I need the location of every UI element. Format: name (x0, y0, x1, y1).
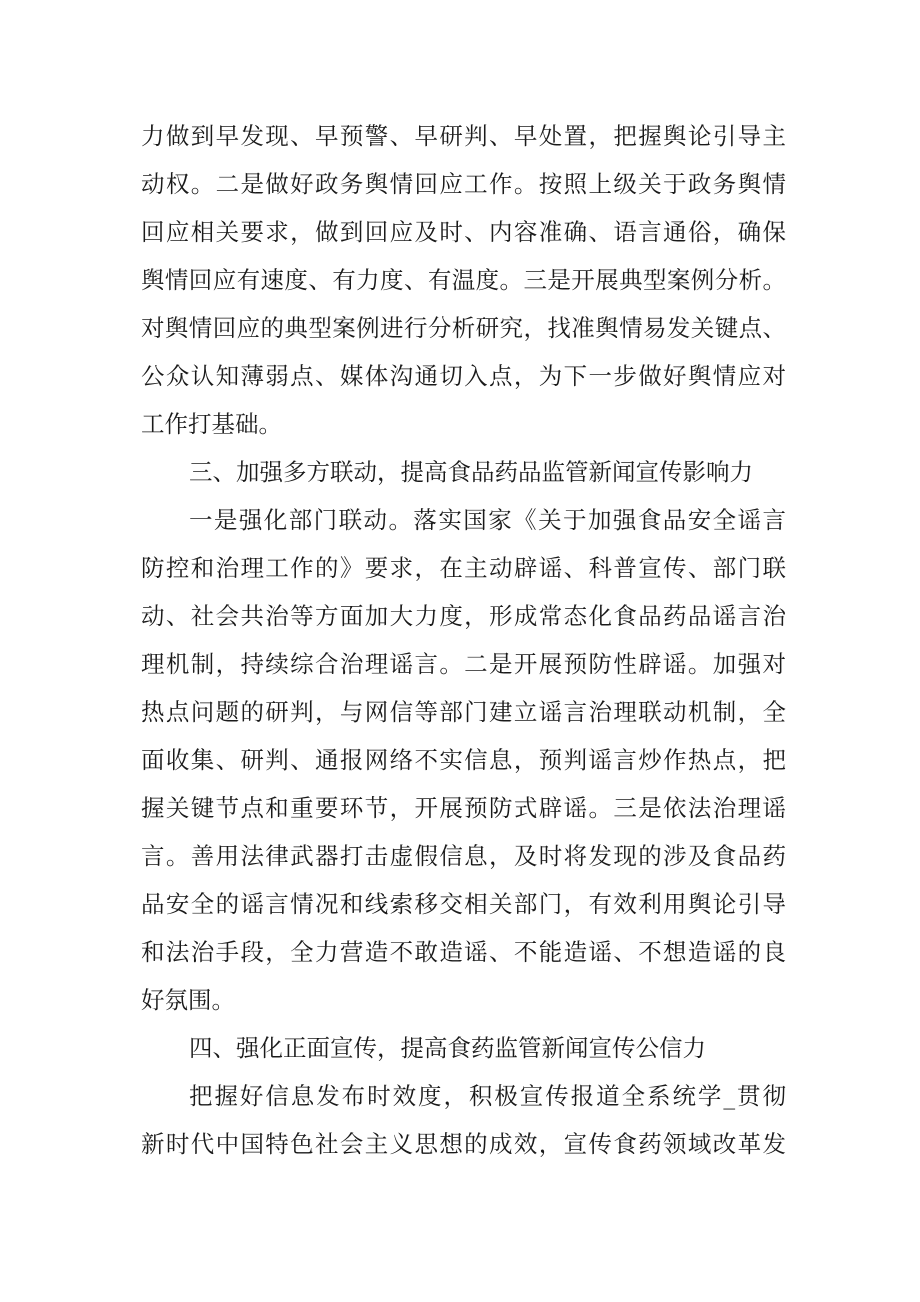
section-heading-4 (141, 1024, 786, 1072)
text-line: 公众认知薄弱点、媒体沟通切入点，为下一步做好舆情应对 (141, 362, 786, 390)
text-line: 力做到早发现、早预警、早研判、早处置，把握舆论引导主 (141, 122, 786, 150)
text-line: 舆情回应有速度、有力度、有温度。三是开展典型案例分析。 (141, 266, 786, 294)
text-line: 握关键节点和重要环节，开展预防式辟谣。三是依法治理谣 (141, 794, 786, 822)
text-line: 好氛围。 (141, 986, 235, 1014)
text-line: 热点问题的研判，与网信等部门建立谣言治理联动机制，全 (141, 698, 786, 726)
text-line: 把握好信息发布时效度，积极宣传报道全系统学_贯彻 (189, 1082, 786, 1110)
heading-text: 四、强化正面宣传，提高食药监管新闻宣传公信力 (189, 1034, 706, 1062)
text-line: 动权。二是做好政务舆情回应工作。按照上级关于政务舆情 (141, 170, 786, 198)
text-line: 工作打基础。 (141, 410, 282, 438)
section-heading-3 (141, 448, 786, 496)
text-line: 对舆情回应的典型案例进行分析研究，找准舆情易发关键点、 (141, 314, 786, 342)
paragraph-positive-publicity (141, 1072, 786, 1168)
document-body (141, 112, 786, 1168)
text-line: 一是强化部门联动。落实国家《关于加强食品安全谣言 (189, 506, 786, 534)
text-line: 品安全的谣言情况和线索移交相关部门，有效利用舆论引导 (141, 890, 786, 918)
text-line: 理机制，持续综合治理谣言。二是开展预防性辟谣。加强对 (141, 650, 786, 678)
text-line: 面收集、研判、通报网络不实信息，预判谣言炒作热点，把 (141, 746, 786, 774)
text-line: 新时代中国特色社会主义思想的成效，宣传食药领域改革发 (141, 1130, 786, 1158)
heading-text: 三、加强多方联动，提高食品药品监管新闻宣传影响力 (189, 458, 753, 486)
text-line: 动、社会共治等方面加大力度，形成常态化食品药品谣言治 (141, 602, 786, 630)
paragraph-rumor-governance (141, 496, 786, 1024)
paragraph-public-opinion-response (141, 112, 786, 448)
text-line: 言。善用法律武器打击虚假信息，及时将发现的涉及食品药 (141, 842, 786, 870)
text-line: 防控和治理工作的》要求，在主动辟谣、科普宣传、部门联 (141, 554, 786, 582)
text-line: 和法治手段，全力营造不敢造谣、不能造谣、不想造谣的良 (141, 938, 786, 966)
text-line: 回应相关要求，做到回应及时、内容准确、语言通俗，确保 (141, 218, 786, 246)
